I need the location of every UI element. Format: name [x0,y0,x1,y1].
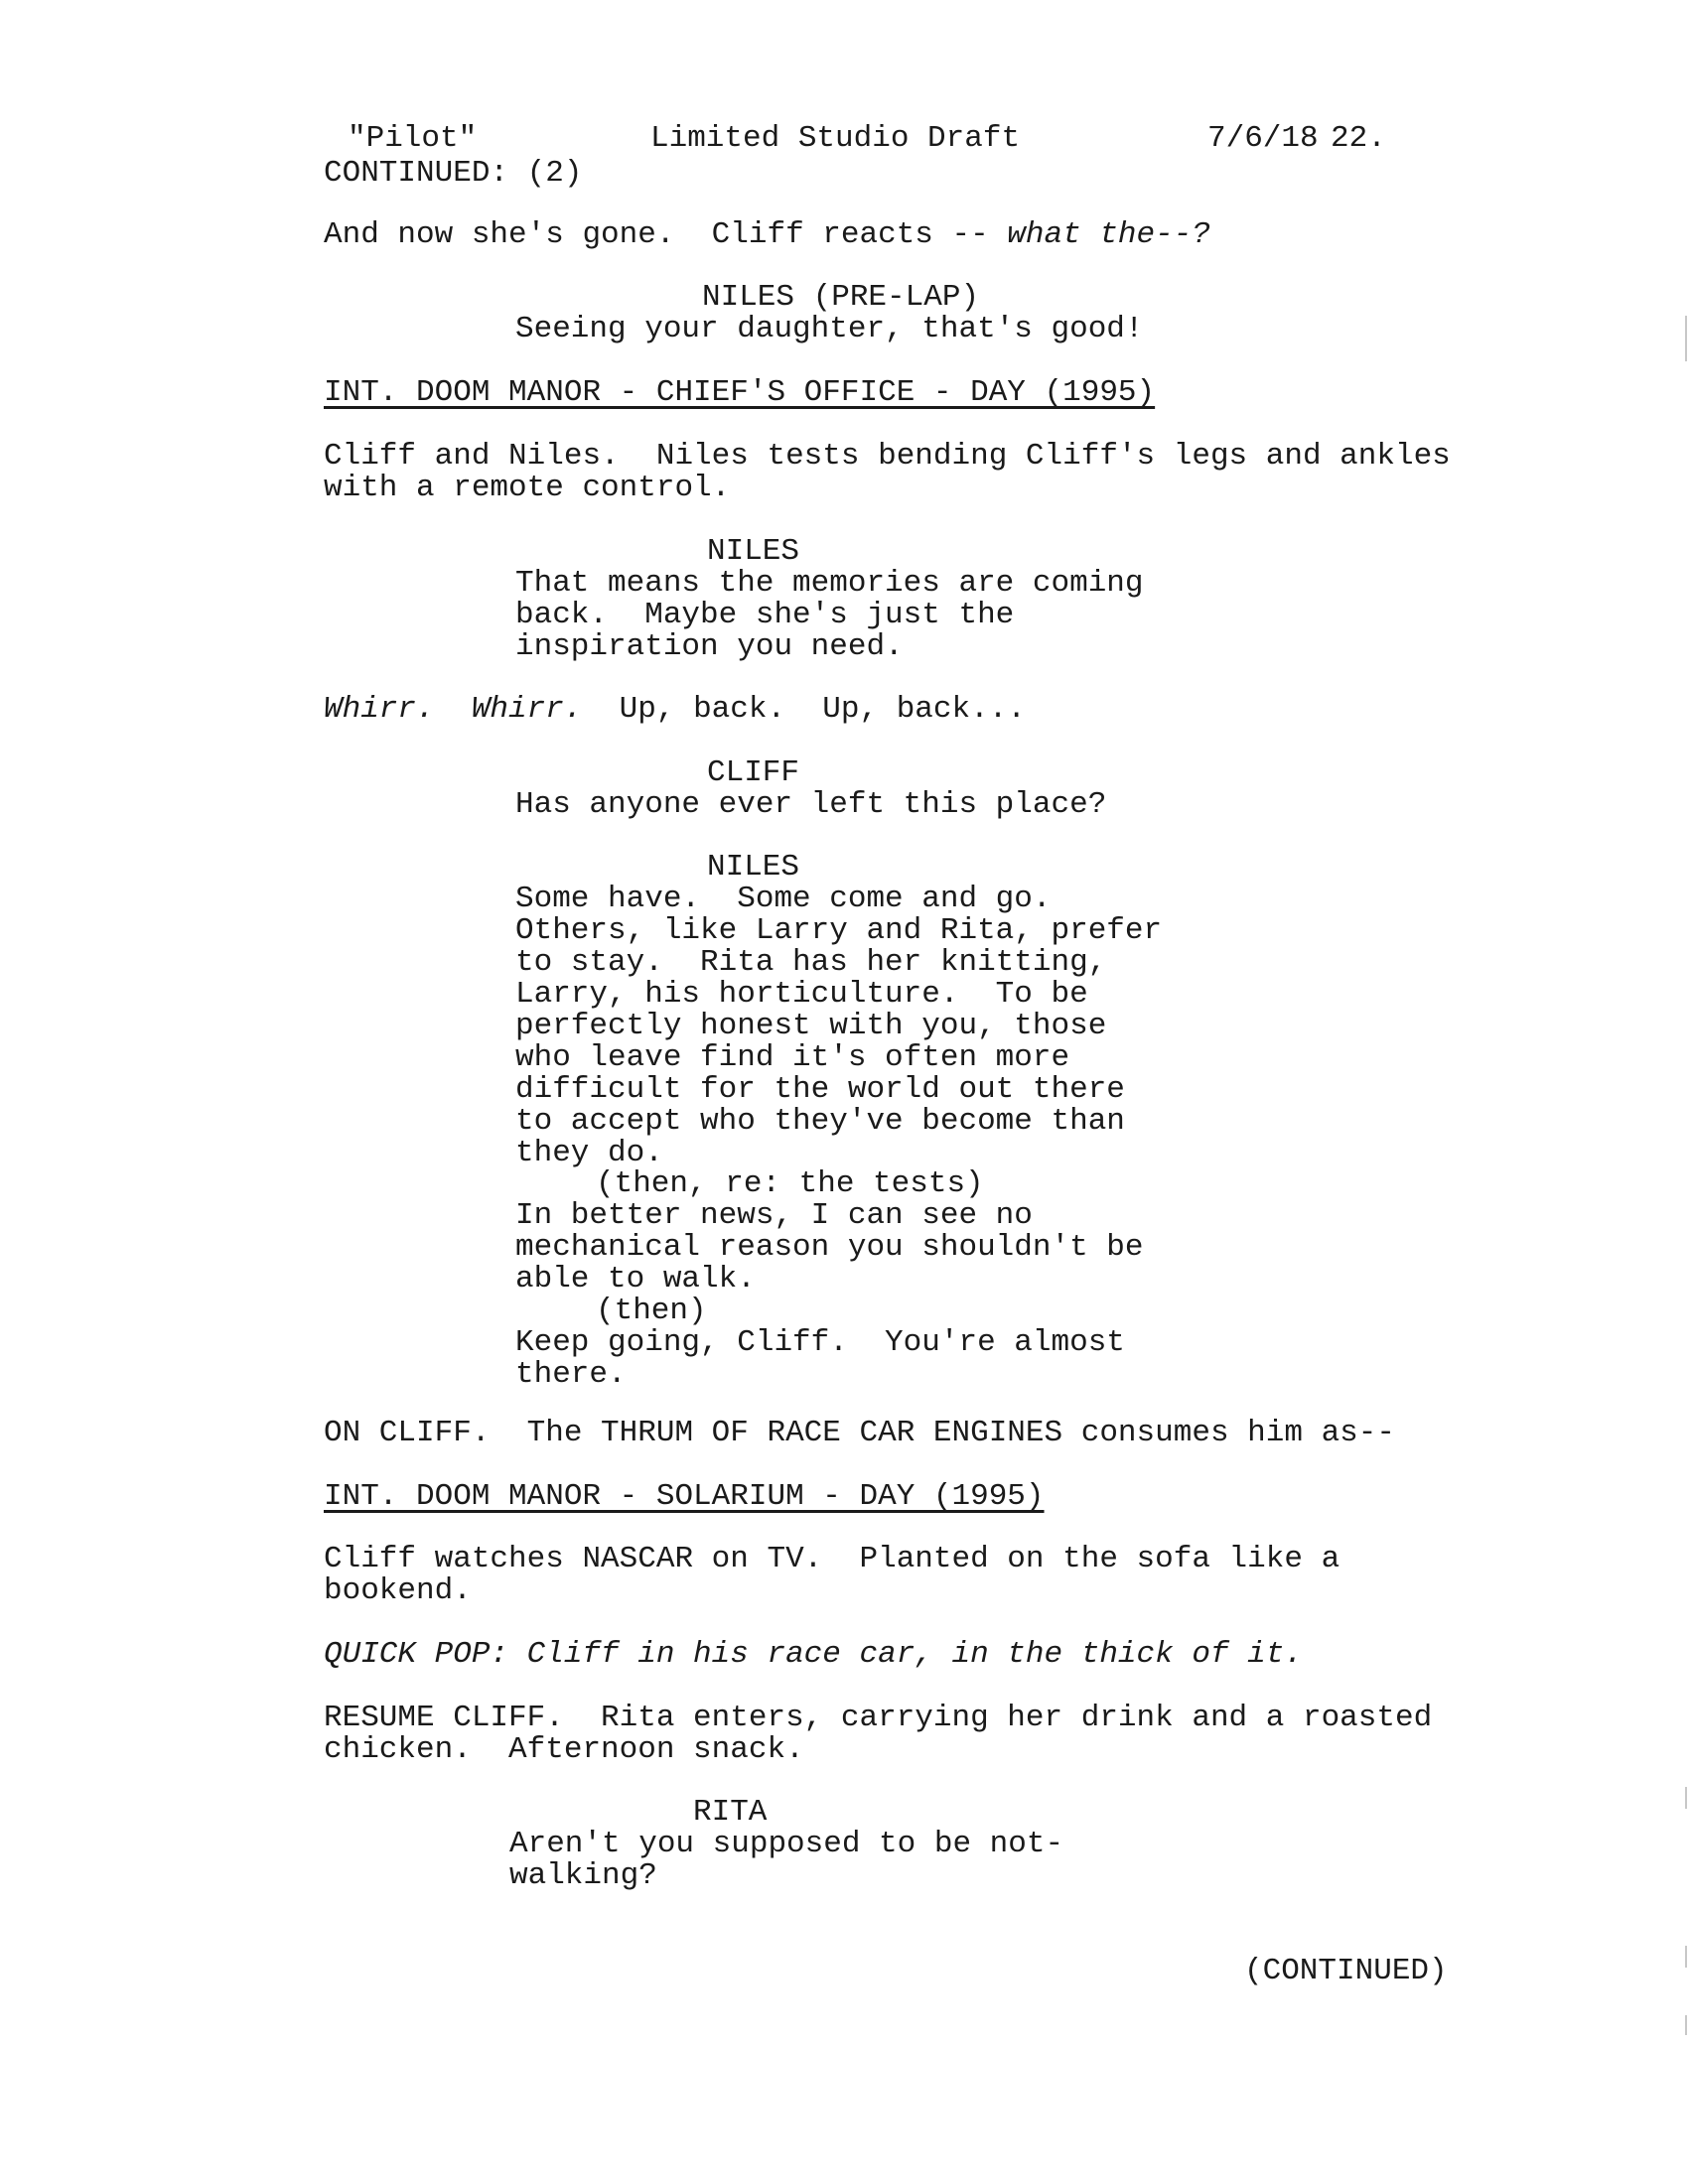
dialogue: Some have. Some come and go. Others, like Larry and Rita, prefer to stay. Rita has her knitting, Larry, his horticulture. To be perfectly honest with you, those who leave find it's often more difficult for the world out there to accept who they've become than they do. [515,882,1163,1170]
header-date: 7/6/18 [1207,121,1319,156]
dialogue: That means the memories are coming back. Maybe she's just the inspiration you need. [515,566,1144,664]
dialogue: Aren't you supposed to be not- walking? [509,1827,1064,1893]
parenthetical: (then, re: the tests) [596,1166,984,1201]
scan-mark [1685,2015,1687,2035]
character-cue: RITA [693,1795,768,1830]
action-block: Cliff watches NASCAR on TV. Planted on the sofa like a bookend. [324,1542,1340,1608]
action-line-italic: QUICK POP: Cliff in his race car, in the thick of it. [324,1637,1303,1672]
continued-marker: CONTINUED: (2) [324,156,583,191]
header-episode: "Pilot" [348,121,478,156]
scene-heading: INT. DOOM MANOR - SOLARIUM - DAY (1995) [324,1479,1045,1514]
scan-mark [1685,1787,1687,1809]
scene-heading: INT. DOOM MANOR - CHIEF'S OFFICE - DAY (1995) [324,375,1156,410]
character-cue: NILES [707,534,800,569]
action-text: And now she's gone. Cliff reacts -- [324,217,1008,252]
scan-mark [1685,1946,1687,1968]
header-page-number: 22. [1331,121,1386,156]
dialogue: Keep going, Cliff. You're almost there. [515,1325,1125,1392]
action-line [324,219,1210,251]
action-text-italic: Whirr. Whirr. [324,692,583,727]
action-line: ON CLIFF. The THRUM OF RACE CAR ENGINES consumes him as-- [324,1416,1395,1450]
header-draft: Limited Studio Draft [650,121,1021,156]
dialogue: In better news, I can see no mechanical reason you shouldn't be able to walk. [515,1198,1144,1297]
parenthetical: (then) [596,1294,707,1328]
character-cue: CLIFF [707,755,800,790]
action-text-italic: what the--? [1007,217,1210,252]
action-block: RESUME CLIFF. Rita enters, carrying her drink and a roasted chicken. Afternoon snack. [324,1701,1433,1767]
character-cue: NILES [707,850,800,885]
action-line [324,694,1026,726]
dialogue: Has anyone ever left this place? [515,787,1107,822]
dialogue: Seeing your daughter, that's good! [515,312,1144,346]
action-block: Cliff and Niles. Niles tests bending Cliff's legs and ankles with a remote control. [324,439,1451,505]
footer-continued: (CONTINUED) [1244,1954,1448,1988]
character-cue: NILES (PRE-LAP) [702,280,980,315]
action-text: Up, back. Up, back... [582,692,1026,727]
scan-mark [1685,316,1687,361]
